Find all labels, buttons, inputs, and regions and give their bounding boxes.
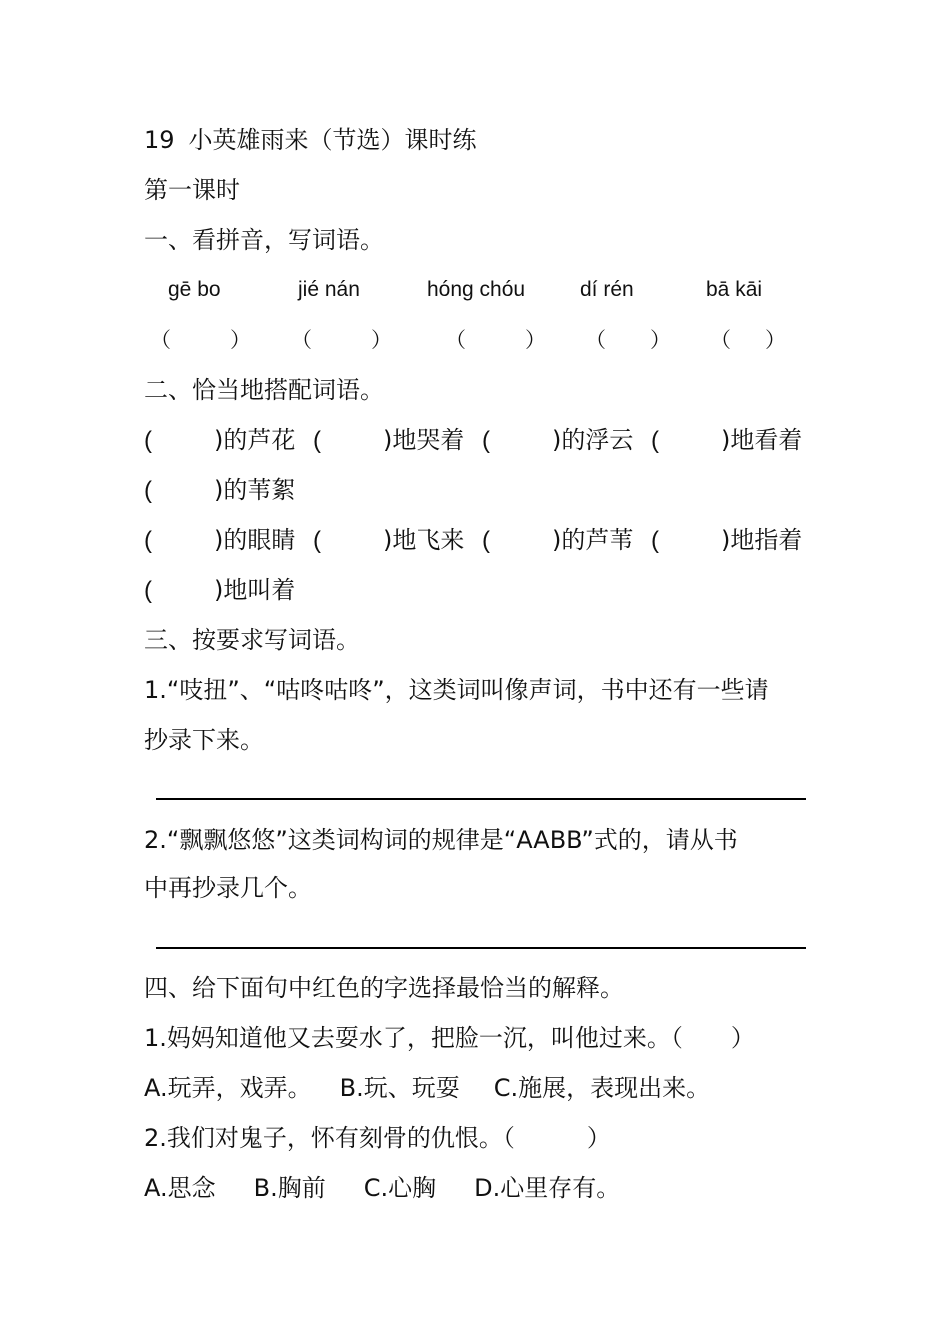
paren-close: ) <box>214 526 224 554</box>
paren-close: ) <box>214 476 224 504</box>
answer-line[interactable] <box>156 798 806 800</box>
paren-close: ) <box>383 526 393 554</box>
blank-close-paren: ） <box>230 328 251 352</box>
paren-close: ) <box>721 426 731 454</box>
blank-close-paren: ） <box>525 328 546 352</box>
blank-open-paren: （ <box>291 328 312 352</box>
paren-close: ) <box>552 426 562 454</box>
section1-heading: 一、看拼音，写词语。 <box>144 226 384 254</box>
option-c: C.心胸 <box>363 1174 437 1202</box>
option-b: B.玩、玩耍 <box>339 1074 460 1102</box>
collocation-row: ( )的苇絮 <box>144 476 296 504</box>
paren-close: ) <box>383 426 393 454</box>
collocation-word: 地看着 <box>730 426 803 454</box>
collocation-row: ( )的眼睛 ( )地飞来 ( )的芦苇 ( )地指着 <box>144 526 803 554</box>
collocation-word: 的浮云 <box>561 426 634 454</box>
option-a: A.思念 <box>144 1174 216 1202</box>
section3-question1: 1.“吱扭”、“咕咚咕咚”，这类词叫像声词，书中还有一些请 <box>144 676 769 704</box>
pinyin-row <box>0 278 950 306</box>
collocation-row: ( )的芦花 ( )地哭着 ( )的浮云 ( )地看着 <box>144 426 803 454</box>
pinyin-answer-blanks <box>0 324 950 352</box>
section3-question2-cont: 中再抄录几个。 <box>144 874 312 902</box>
paren-close: ) <box>214 426 224 454</box>
section2-heading: 二、恰当地搭配词语。 <box>144 376 384 404</box>
pinyin-item: bā kāi <box>706 278 763 301</box>
collocation-word: 地叫着 <box>223 576 296 604</box>
worksheet-title <box>144 125 477 155</box>
section3-question1-cont: 抄录下来。 <box>144 726 264 754</box>
option-a: A.玩弄，戏弄。 <box>144 1074 312 1102</box>
section4-q2-options <box>144 1173 620 1203</box>
collocation-word: 的眼睛 <box>223 526 296 554</box>
paren-close: ) <box>721 526 731 554</box>
pinyin-item: gē bo <box>168 278 221 301</box>
section4-question1: 1.妈妈知道他又去耍水了，把脸一沉，叫他过来。（ ） <box>144 1024 755 1052</box>
option-d: D.心里存有。 <box>474 1174 621 1202</box>
lesson-title: 小英雄雨来（节选）课时练 <box>188 126 477 154</box>
collocation-word: 地飞来 <box>392 526 465 554</box>
blank-close-paren: ） <box>765 328 786 352</box>
section3-heading: 三、按要求写词语。 <box>144 626 360 654</box>
pinyin-item: dí rén <box>580 278 634 301</box>
answer-line[interactable] <box>156 947 806 949</box>
blank-close-paren: ） <box>650 328 671 352</box>
pinyin-item: jié nán <box>298 278 360 301</box>
paren-close: ) <box>552 526 562 554</box>
section4-question2: 2.我们对鬼子，怀有刻骨的仇恨。（ ） <box>144 1124 611 1152</box>
collocation-word: 的芦花 <box>223 426 296 454</box>
blank-open-paren: （ <box>710 328 731 352</box>
blank-close-paren: ） <box>371 328 392 352</box>
lesson-number: 19 <box>144 126 175 154</box>
blank-open-paren: （ <box>445 328 466 352</box>
option-c: C.施展，表现出来。 <box>493 1074 711 1102</box>
section3-question2: 2.“飘飘悠悠”这类词构词的规律是“AABB”式的，请从书 <box>144 826 738 854</box>
section4-heading: 四、给下面句中红色的字选择最恰当的解释。 <box>144 974 624 1002</box>
collocation-word: 地指着 <box>730 526 803 554</box>
collocation-row: ( )地叫着 <box>144 576 296 604</box>
collocation-word: 的苇絮 <box>223 476 296 504</box>
collocation-word: 的芦苇 <box>561 526 634 554</box>
paren-close: ) <box>214 576 224 604</box>
blank-open-paren: （ <box>585 328 606 352</box>
blank-open-paren: （ <box>150 328 171 352</box>
option-b: B.胸前 <box>253 1174 326 1202</box>
collocation-word: 地哭着 <box>392 426 465 454</box>
pinyin-item: hóng chóu <box>427 278 526 301</box>
section4-q1-options <box>144 1073 710 1103</box>
lesson-period: 第一课时 <box>144 176 240 204</box>
